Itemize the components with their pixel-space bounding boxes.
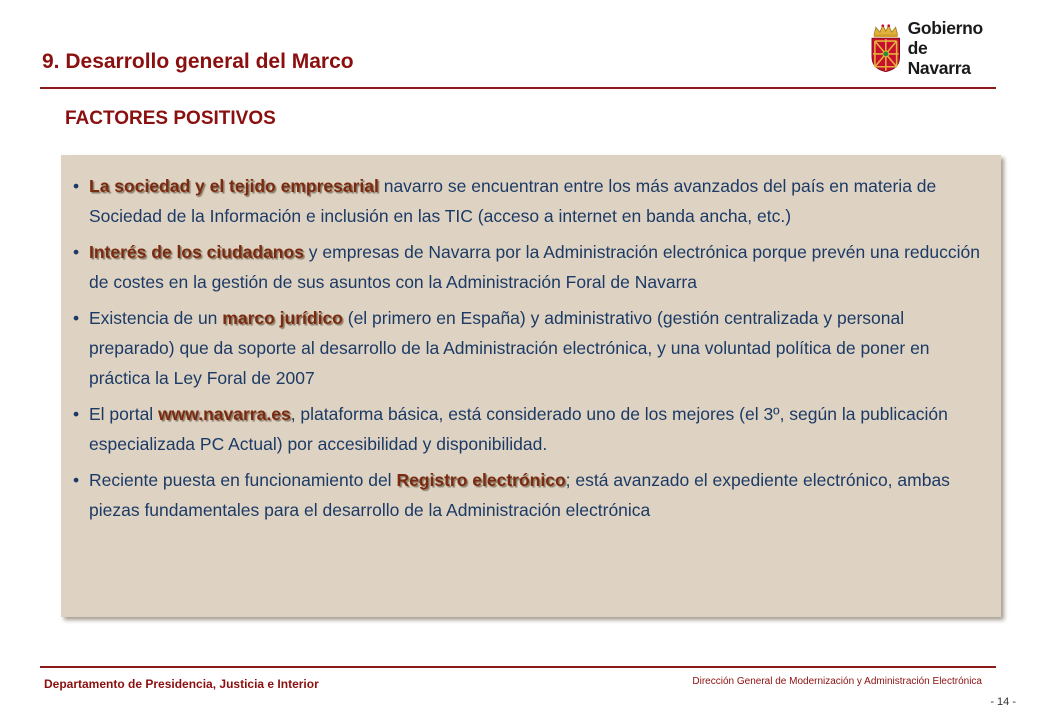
slide-title: 9. Desarrollo general del Marco — [42, 50, 354, 73]
content-panel — [61, 155, 1001, 617]
bullet-lead: Reciente puesta en funcionamiento del — [89, 470, 397, 490]
bullet-text: navarro se encuentran entre los más avanzados del país en materia de Sociedad de la Información e inclusión en las TIC (acceso a internet en banda ancha, etc.) — [89, 176, 937, 226]
navarra-crest-icon — [868, 23, 904, 73]
gobierno-navarra-logo — [868, 18, 994, 78]
footer-divider — [40, 666, 996, 668]
list-item — [61, 171, 981, 231]
bullet-text: ; está avanzado el expediente electrónico, ambas piezas fundamentales para el desarrollo de la Administración electrónica — [89, 470, 950, 520]
directorate-label: Dirección General de Modernización y Administración Electrónica — [692, 676, 982, 687]
bullet-text: , plataforma básica, está considerado uno de los mejores (el 3º, según la publicación especializada PC Actual) por accesibilidad y disponibilidad. — [89, 404, 948, 454]
bullet-icon: • — [73, 404, 80, 424]
section-heading: FACTORES POSITIVOS — [65, 108, 276, 129]
factors-list — [61, 155, 1001, 525]
page-number: - 14 - — [990, 696, 1016, 708]
bullet-emphasis: marco jurídico — [222, 308, 343, 328]
bullet-lead: Existencia de un — [89, 308, 223, 328]
bullet-text: y empresas de Navarra por la Administración electrónica porque prevén una reducción de costes en la gestión de sus asuntos con la Administración Foral de Navarra — [89, 242, 980, 292]
list-item — [61, 399, 981, 459]
list-item — [61, 303, 981, 393]
bullet-icon: • — [73, 308, 80, 328]
logo-line-1: Gobierno — [907, 18, 983, 38]
list-item — [61, 465, 981, 525]
bullet-text: (el primero en España) y administrativo (gestión centralizada y personal preparado) que da soporte al desarrollo de la Administración electrónica, y una voluntad política de poner en práctica la Ley Foral de 2007 — [89, 308, 930, 388]
list-item — [61, 237, 981, 297]
bullet-icon: • — [73, 470, 80, 490]
header-divider — [40, 87, 996, 89]
department-label: Departamento de Presidencia, Justicia e Interior — [44, 677, 319, 691]
bullet-lead: El portal — [89, 404, 159, 424]
portal-link[interactable]: www.navarra.es — [158, 404, 291, 424]
bullet-emphasis: La sociedad y el tejido empresarial — [89, 176, 379, 196]
bullet-icon: • — [73, 242, 80, 262]
bullet-emphasis: Interés de los ciudadanos — [89, 242, 304, 262]
logo-line-2: de Navarra — [907, 38, 971, 78]
bullet-emphasis: Registro electrónico — [396, 470, 566, 490]
bullet-icon: • — [73, 176, 80, 196]
